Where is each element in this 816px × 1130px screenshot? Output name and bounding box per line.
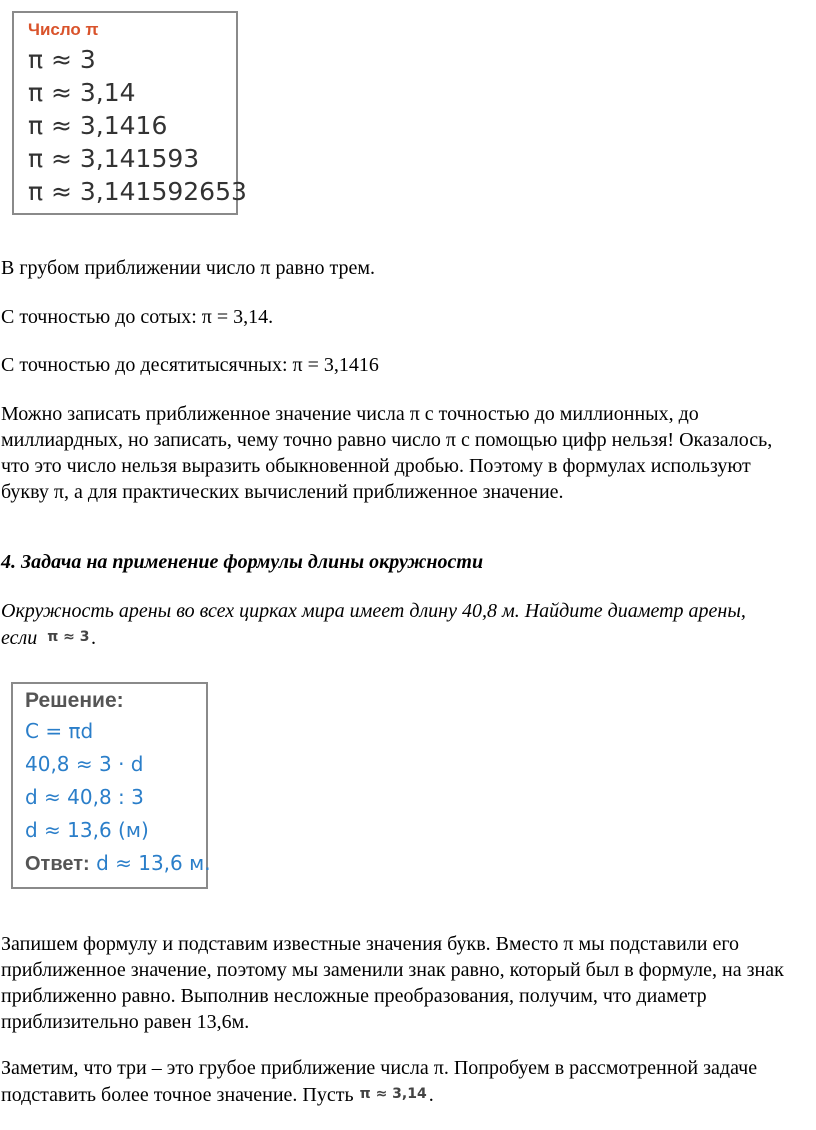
task-heading: 4. Задача на применение формулы длины окружности — [1, 551, 484, 573]
pi-approx-line: π ≈ 3,141592653 — [28, 177, 247, 206]
paragraph-rough-approx: В грубом приближении число π равно трем. — [1, 257, 376, 279]
solution-title: Решение: — [25, 689, 124, 712]
solution-line: d ≈ 40,8 : 3 — [25, 785, 144, 809]
more-precise-text: Заметим, что три – это грубое приближение числа π. Попробуем в рассмотренной задаче подставить более точное значение. Пусть — [1, 1057, 758, 1106]
solution-image — [11, 682, 211, 889]
pi-approx-line: π ≈ 3,14 — [28, 78, 136, 107]
more-precise-end: . — [428, 1084, 434, 1106]
task-end: . — [91, 627, 97, 649]
pi-314-formula-image: π ≈ 3,14 — [359, 1086, 427, 1102]
answer-value: d ≈ 13,6 м. — [96, 851, 211, 875]
paragraph-ten-thousandths: С точностью до десятитысячных: π = 3,1416 — [1, 354, 379, 376]
answer-label: Ответ: — [25, 853, 90, 875]
pi-box-title: Число π — [28, 20, 99, 39]
pi-approx-line: π ≈ 3,1416 — [28, 111, 168, 140]
task-statement — [1, 598, 781, 651]
task-text: Окружность арены во всех цирках мира имеет длину 40,8 м. Найдите диаметр арены, если — [1, 600, 746, 649]
pi-approx-line: π ≈ 3 — [28, 45, 96, 74]
pi-approx-line: π ≈ 3,141593 — [28, 144, 200, 173]
solution-line: C = πd — [25, 719, 94, 743]
solution-line: d ≈ 13,6 (м) — [25, 818, 149, 842]
solution-answer — [25, 847, 211, 881]
paragraph-pi-explanation: Можно записать приближенное значение числа π с точностью до миллионных, до миллиардных, но записать, чему точно равно число π с помощью цифр нельзя! Оказалось, что это число нельзя выразить обыкновенной дробью. Поэтому в формулах используют букву π, а для практических вычислений приближенное значение. — [1, 403, 773, 503]
solution-line: 40,8 ≈ 3 · d — [25, 752, 144, 776]
paragraph-hundredths: С точностью до сотых: π = 3,14. — [1, 306, 274, 328]
pi-approx-formula-image: π ≈ 3 — [47, 629, 90, 645]
pi-approximations-image — [12, 11, 247, 215]
paragraph-substitution: Запишем формулу и подставим известные значения букв. Вместо π мы подставили его приближенное значение, поэтому мы заменили знак равно, который был в формуле, на знак приближенно равно. Выполнив несложные преобразования, получим, что диаметр приблизительно равен 13,6м. — [1, 933, 784, 1033]
paragraph-more-precise — [1, 1055, 801, 1108]
